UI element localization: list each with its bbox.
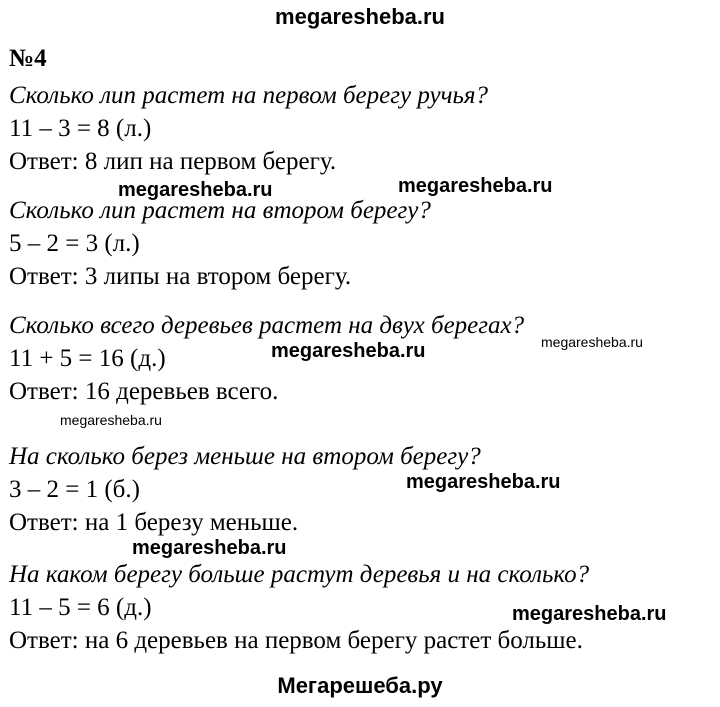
answer-text: Ответ: 16 деревьев всего.	[9, 378, 279, 405]
watermark-bottom: Мегарешеба.ру	[277, 673, 443, 698]
answer-text: Ответ: на 6 деревьев на первом берегу растет больше.	[9, 627, 583, 654]
watermark-small: megaresheba.ru	[60, 412, 162, 428]
equation-text: 3 – 2 = 1 (б.)	[9, 476, 140, 503]
equation-text: 11 – 3 = 8 (л.)	[9, 115, 152, 142]
watermark-mid: megaresheba.ru	[512, 603, 667, 625]
watermark-mid: megaresheba.ru	[406, 471, 561, 493]
question-text: Сколько всего деревьев растет на двух берегах?	[9, 312, 525, 339]
question-text: Сколько лип растет на первом берегу ручья?	[9, 82, 489, 109]
task-number: №4	[9, 45, 47, 72]
question-text: На каком берегу больше растут деревья и на сколько?	[9, 561, 590, 588]
answer-text: Ответ: на 1 березу меньше.	[9, 509, 299, 536]
question-text: Сколько лип растет на втором берегу?	[9, 197, 431, 224]
watermark-mid: megaresheba.ru	[118, 179, 273, 201]
equation-text: 11 – 5 = 6 (д.)	[9, 594, 152, 621]
equation-text: 11 + 5 = 16 (д.)	[9, 345, 166, 372]
question-text: На сколько берез меньше на втором берегу?	[9, 443, 481, 470]
answer-text: Ответ: 3 липы на втором берегу.	[9, 263, 352, 290]
watermark-mid: megaresheba.ru	[398, 175, 553, 197]
answer-text: Ответ: 8 лип на первом берегу.	[9, 148, 337, 175]
watermark-mid: megaresheba.ru	[132, 537, 287, 559]
watermark-top: megaresheba.ru	[275, 4, 445, 29]
watermark-mid: megaresheba.ru	[271, 340, 426, 362]
equation-text: 5 – 2 = 3 (л.)	[9, 230, 140, 257]
watermark-small: megaresheba.ru	[541, 334, 643, 350]
